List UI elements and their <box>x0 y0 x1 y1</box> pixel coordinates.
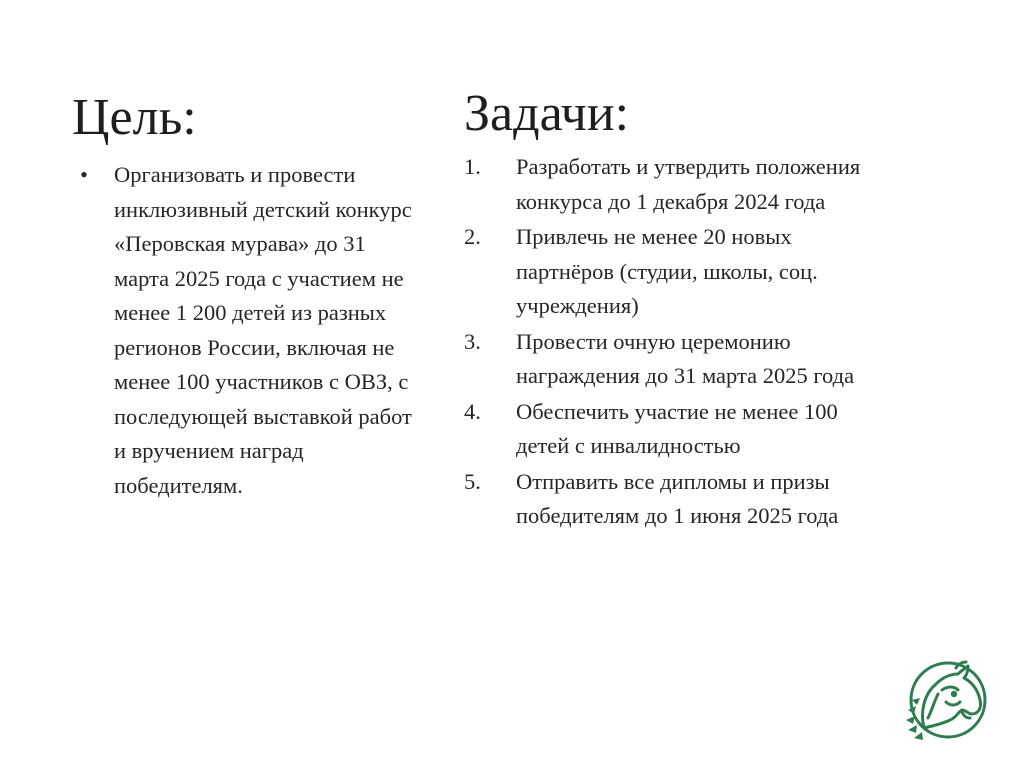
task-item-2 <box>464 220 884 324</box>
task-number: 5. <box>464 468 481 494</box>
goal-heading: Цель: <box>72 89 197 146</box>
task-item-1 <box>464 150 884 219</box>
task-list <box>464 150 884 534</box>
tasks-heading: Задачи: <box>464 85 630 142</box>
task-text: Провести очную церемонию награждения до 31 марта 2025 года <box>516 328 855 388</box>
task-number: 4. <box>464 398 481 424</box>
task-number: 2. <box>464 224 481 249</box>
task-text: Разработать и утвердить положения конкурса до 1 декабря 2024 года <box>516 154 861 214</box>
goal-section <box>72 88 412 503</box>
task-text: Привлечь не менее 20 новых партнёров (студии, школы, соц. учреждения) <box>516 224 818 318</box>
goal-text: Организовать и провести инклюзивный детский конкурс «Перовская мурава» до 31 марта 2025 года с участием не менее 1 200 детей из разных регионов России, включая не менее 100 участников с ОВЗ, с последующей выставкой работ и вручением наград победителям. <box>114 162 412 498</box>
task-number: 1. <box>464 154 481 179</box>
horse-head-logo-icon <box>902 654 988 744</box>
task-text: Отправить все дипломы и призы победителям до 1 июня 2025 года <box>516 468 839 528</box>
task-item-4 <box>464 395 884 464</box>
tasks-section <box>464 84 884 535</box>
task-item-3 <box>464 325 884 394</box>
bullet-icon: • <box>80 162 88 187</box>
task-item-5 <box>464 465 884 534</box>
task-number: 3. <box>464 328 481 354</box>
task-text: Обеспечить участие не менее 100 детей с инвалидностью <box>516 398 838 458</box>
goal-bullet-item <box>72 158 412 503</box>
